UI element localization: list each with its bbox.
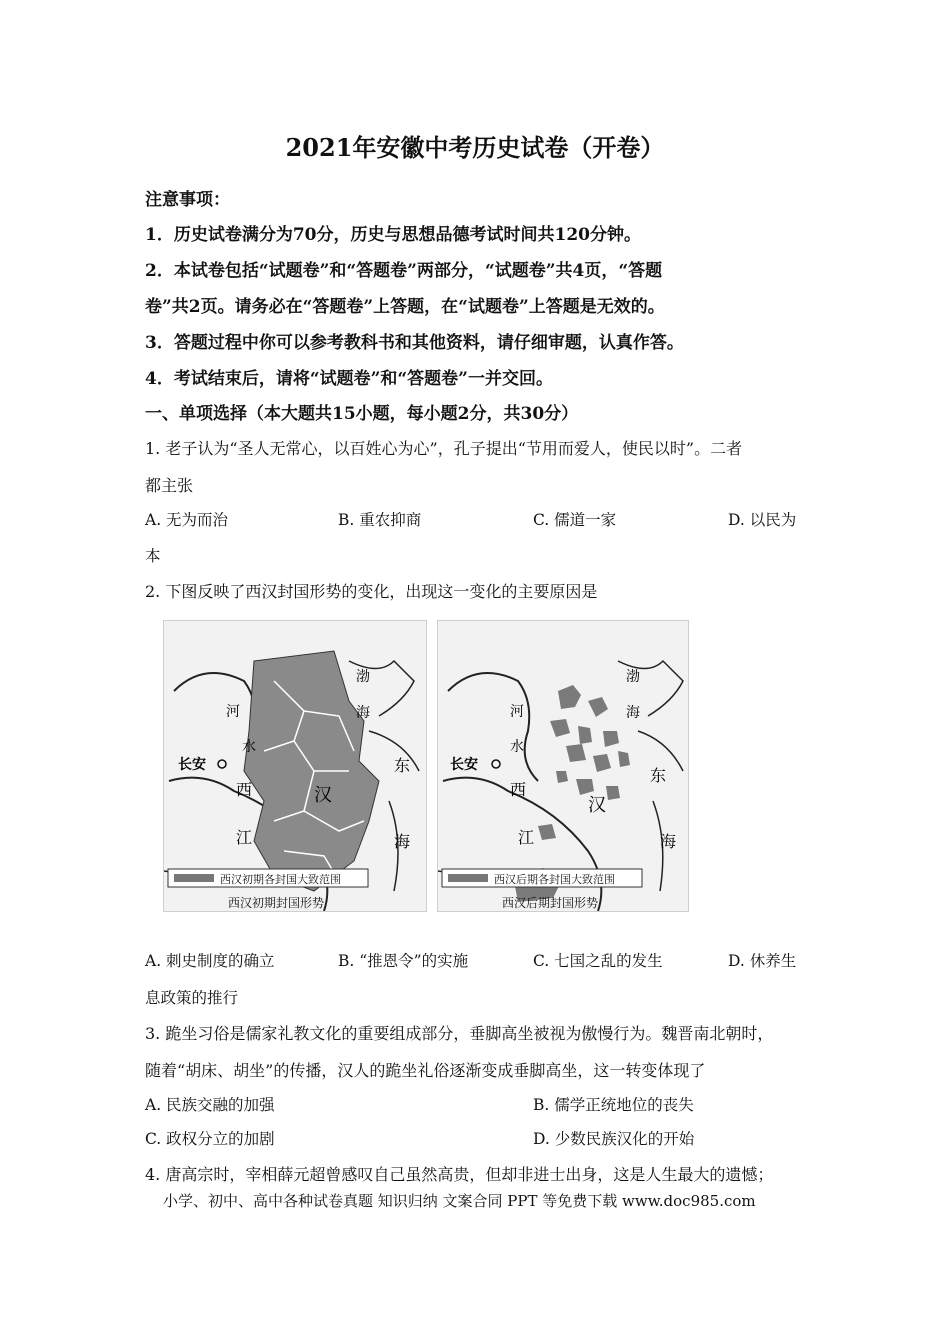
- notice-item-1: 1．历史试卷满分为70分，历史与思想品德考试时间共120分钟。: [145, 225, 641, 245]
- map-late-label-hai: 海: [626, 706, 640, 721]
- map-early-legend: 西汉初期各封国大致范围: [220, 874, 341, 886]
- q3-option-c: C. 政权分立的加剧: [145, 1130, 275, 1148]
- map-early-label-xi: 西: [236, 782, 253, 799]
- q2-option-a: A. 刺史制度的确立: [145, 952, 275, 970]
- q1-stem-cont: 都主张: [145, 476, 194, 495]
- map-late-label-changan: 长安: [450, 758, 478, 773]
- map-early-label-he: 河: [226, 705, 240, 720]
- map-late-label-bo: 渤: [626, 670, 640, 685]
- map-late-label-xi: 西: [510, 782, 527, 799]
- map-early-label-bo: 渤: [356, 670, 370, 685]
- q2-option-d: D. 休养生: [728, 952, 797, 970]
- map-early-label-jiang: 江: [236, 830, 253, 847]
- q3-stem-cont: 随着“胡床、胡坐”的传播，汉人的跪坐礼俗逐渐变成垂脚高坐，这一转变体现了: [145, 1061, 706, 1080]
- page-footer: 小学、初中、高中各种试卷真题 知识归纳 文案合同 PPT 等免费下载 www.doc985.com: [163, 1192, 756, 1210]
- q3-option-b: B. 儒学正统地位的丧失: [533, 1096, 694, 1114]
- map-early-caption: 西汉初期封国形势: [228, 896, 325, 910]
- section-heading: 一、单项选择（本大题共15小题，每小题2分，共30分）: [145, 404, 579, 424]
- notice-heading: 注意事项：: [145, 190, 230, 210]
- map-early-label-dong: 东: [394, 758, 411, 775]
- q2-option-b: B. “推恩令”的实施: [338, 952, 469, 970]
- map-early-label-changan: 长安: [178, 758, 206, 773]
- map-late-label-dong: 东: [650, 768, 667, 785]
- map-early-western-han: [163, 620, 427, 912]
- map-late-label-shui: 水: [510, 740, 524, 755]
- notice-item-2-cont: 卷”共2页。请务必在“答题卷”上答题，在“试题卷”上答题是无效的。: [145, 297, 665, 317]
- q3-stem: 3. 跪坐习俗是儒家礼教文化的重要组成部分，垂脚高坐被视为傲慢行为。魏晋南北朝时，: [145, 1024, 774, 1043]
- map-early-graphic: [164, 621, 426, 911]
- map-early-label-hai2: 海: [394, 834, 411, 851]
- map-late-label-he: 河: [510, 705, 524, 720]
- map-early-label-hai: 海: [356, 706, 370, 721]
- q2-stem: 2. 下图反映了西汉封国形势的变化，出现这一变化的主要原因是: [145, 582, 598, 601]
- q4-stem: 4. 唐高宗时，宰相薛元超曾感叹自己虽然高贵，但却非进士出身，这是人生最大的遗憾；: [145, 1165, 774, 1184]
- map-late-label-hai2: 海: [660, 834, 677, 851]
- notice-item-3: 3．答题过程中你可以参考教科书和其他资料，请仔细审题，认真作答。: [145, 333, 684, 353]
- map-early-label-han: 汉: [314, 785, 332, 805]
- q1-option-b: B. 重农抑商: [338, 511, 422, 529]
- map-late-legend: 西汉后期各封国大致范围: [494, 874, 615, 886]
- q3-option-d: D. 少数民族汉化的开始: [533, 1130, 695, 1148]
- map-late-label-han: 汉: [588, 795, 606, 815]
- exam-title: 2021年安徽中考历史试卷（开卷）: [285, 133, 665, 162]
- notice-item-4: 4．考试结束后，请将“试题卷”和“答题卷”一并交回。: [145, 369, 553, 389]
- map-late-graphic: [438, 621, 688, 911]
- q2-option-c: C. 七国之乱的发生: [533, 952, 663, 970]
- map-late-label-jiang: 江: [518, 830, 535, 847]
- map-late-caption: 西汉后期封国形势: [502, 896, 599, 910]
- q1-stem: 1. 老子认为“圣人无常心，以百姓心为心”，孔子提出“节用而爱人，使民以时”。二者: [145, 439, 743, 458]
- q1-option-c: C. 儒道一家: [533, 511, 617, 529]
- q1-option-a: A. 无为而治: [145, 511, 229, 529]
- map-late-western-han: [437, 620, 689, 912]
- map-early-label-shui: 水: [242, 740, 256, 755]
- q2-option-d-wrap: 息政策的推行: [145, 989, 239, 1007]
- q1-option-d-wrap: 本: [145, 547, 161, 565]
- q3-option-a: A. 民族交融的加强: [145, 1096, 275, 1114]
- q1-option-d: D. 以民为: [728, 511, 797, 529]
- notice-item-2: 2．本试卷包括“试题卷”和“答题卷”两部分，“试题卷”共4页，“答题: [145, 261, 663, 281]
